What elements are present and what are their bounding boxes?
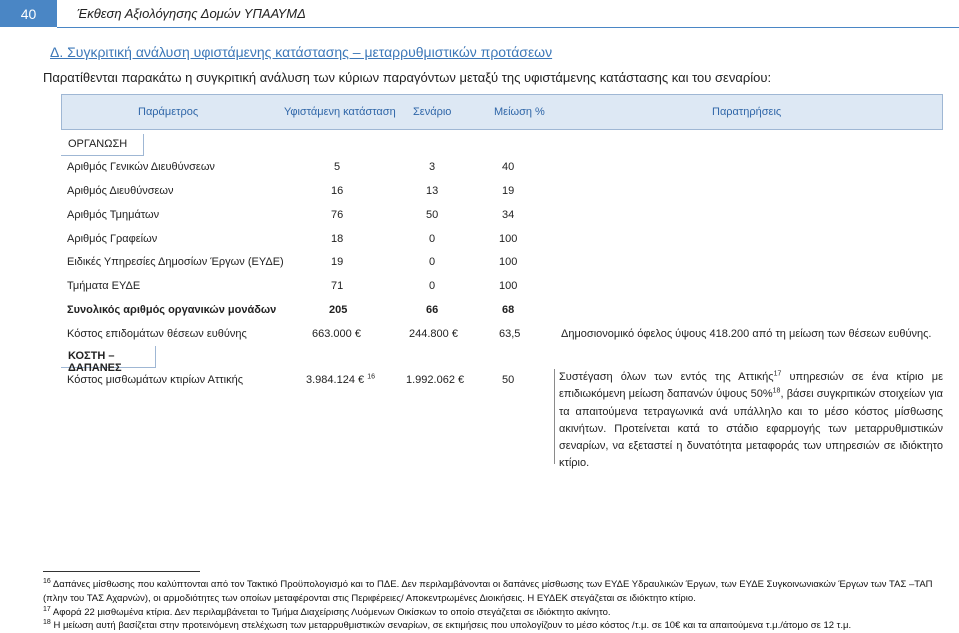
- header-reduction: Μείωση %: [494, 106, 545, 118]
- footnote-17-text: Αφορά 22 μισθωμένα κτίρια. Δεν περιλαμβάνεται το Τμήμα Διαχείρισης Λυόμενων Οικίσκων το οποίο στεγάζεται σε ιδιόκτητο ακίνητο.: [52, 607, 611, 618]
- footnote-18-text: Η μείωση αυτή βασίζεται στην προτεινόμενη στελέχωση των μεταρρυθμιστικών σεναρίων, σε εκτιμήσεις που υπολογίζουν το μέσο κόστος /τ.μ. σε 10€ και τα απαιτούμενα τ.μ./άτομο σε 12 τ.μ.: [53, 620, 852, 631]
- footnote-16-line2: (πλην του ΤΑΣ Αχαρνών), οι αρμοδιότητες των οποίων μεταφέρονται στις Περιφέρειες/ Αποκεντρωμένες Διοικήσεις. Η ΕΥΔΕΚ στεγάζεται σε ιδιόκτητο κτίριο.: [43, 593, 696, 604]
- header-rule: [57, 27, 959, 28]
- section-costs-label: ΚΟΣΤΗ –ΔΑΠΑΝΕΣ: [68, 350, 122, 374]
- footnote-ref-18: 18: [772, 387, 781, 395]
- row3-scenario: 50: [426, 209, 439, 221]
- allowance-cost-current: [312, 328, 361, 340]
- rent-cost-scenario-value: 1.992.062: [406, 374, 455, 386]
- section-costs: [61, 346, 156, 374]
- row4-current: 18: [331, 233, 344, 245]
- header-scenario: Σενάριο: [413, 106, 452, 118]
- row5-param: Ειδικές Υπηρεσίες Δημοσίων Έργων (ΕΥΔΕ): [67, 256, 284, 268]
- allowance-cost-reduction: 63,5: [499, 328, 521, 340]
- rent-notes-part2: υπηρεσιών σε ένα κτίριο με επιδιωκόμενη μείωση δαπανών ύψους 50%: [559, 371, 943, 401]
- total-scenario: 66: [426, 304, 439, 316]
- row1-current: 5: [334, 161, 341, 173]
- intro-paragraph: Παρατίθενται παρακάτω η συγκριτική ανάλυση των κύριων παραγόντων μεταξύ της υφιστάμενης κατάστασης και του σεναρίου:: [43, 70, 772, 85]
- row2-scenario: 13: [426, 185, 439, 197]
- footnote-18: [43, 620, 851, 631]
- footnote-16-line1: [43, 579, 933, 590]
- total-param: Συνολικός αριθμός οργανικών μονάδων: [67, 304, 277, 316]
- row1-scenario: 3: [429, 161, 436, 173]
- row4-scenario: 0: [429, 233, 436, 245]
- rent-cost-notes: [559, 369, 943, 473]
- rent-notes-part1: Συστέγαση όλων των εντός της Αττικής: [559, 371, 774, 383]
- rent-cost-param: Κόστος μισθωμάτων κτιρίων Αττικής: [67, 374, 243, 386]
- row3-current: 76: [331, 209, 344, 221]
- footnote-17: [43, 607, 611, 618]
- notes-divider: [554, 369, 555, 464]
- section-organization: [61, 134, 144, 156]
- euro-sign: €: [354, 328, 361, 340]
- footnote-ref-17: 17: [773, 370, 782, 378]
- running-header: Έκθεση Αξιολόγησης Δομών ΥΠΑΑΥΜΔ: [77, 6, 306, 21]
- footnote-16-number: 16: [43, 577, 51, 585]
- header-current: Υφιστάμενη κατάσταση: [284, 106, 396, 118]
- allowance-cost-notes: Δημοσιονομικό όφελος ύψους 418.200 από τη μείωση των θέσεων ευθύνης.: [561, 328, 932, 340]
- row2-reduction: 19: [502, 185, 515, 197]
- row6-scenario: 0: [429, 280, 436, 292]
- footnote-ref-16: 16: [367, 373, 375, 381]
- row4-param: Αριθμός Γραφείων: [67, 233, 158, 245]
- table-header: [61, 94, 943, 130]
- rent-notes-part3: , βάσει συγκριτικών στοιχείων για τα απαιτούμενα τετραγωνικά ανά υπάλληλο και το μέσο κόστος μίσθωσης ακινήτων. Προτείνεται κατά το στάδιο εφαρμογής των μεταρρυθμιστικών σεναρίων, να εξεταστεί η δυνατότητα μεταφοράς των υπηρεσιών σε ιδιόκτητο κτίριο.: [559, 388, 943, 470]
- row6-current: 71: [331, 280, 344, 292]
- allowance-cost-param: Κόστος επιδομάτων θέσεων ευθύνης: [67, 328, 247, 340]
- row1-param: Αριθμός Γενικών Διευθύνσεων: [67, 161, 215, 173]
- row6-param: Τμήματα ΕΥΔΕ: [67, 280, 141, 292]
- rent-cost-reduction: 50: [502, 374, 515, 386]
- header-notes: Παρατηρήσεις: [712, 106, 782, 118]
- allowance-cost-scenario-value: 244.800: [409, 328, 449, 340]
- row2-current: 16: [331, 185, 344, 197]
- row5-reduction: 100: [499, 256, 518, 268]
- section-organization-label: ΟΡΓΑΝΩΣΗ: [68, 138, 128, 150]
- footnote-16-text1: Δαπάνες μίσθωσης που καλύπτονται από τον Τακτικό Προϋπολογισμό και το ΠΔΕ. Δεν περιλαμβάνονται οι δαπάνες μίσθωσης των ΕΥΔΕ Υδραυλικών Έργων, των ΕΥΔΕ Συγκοινωνιακών Έργων των ΤΑΣ –ΤΑΠ: [52, 579, 933, 590]
- footnote-18-number: 18: [43, 618, 51, 626]
- row5-current: 19: [331, 256, 344, 268]
- row3-reduction: 34: [502, 209, 515, 221]
- total-current: 205: [329, 304, 348, 316]
- rent-cost-current-value: 3.984.124: [306, 374, 355, 386]
- rent-cost-scenario: [406, 374, 464, 386]
- page-number: [0, 0, 57, 27]
- euro-sign: €: [451, 328, 458, 340]
- row5-scenario: 0: [429, 256, 436, 268]
- footnote-rule: [43, 571, 200, 572]
- footnote-17-number: 17: [43, 605, 51, 613]
- allowance-cost-current-value: 663.000: [312, 328, 352, 340]
- row2-param: Αριθμός Διευθύνσεων: [67, 185, 174, 197]
- euro-sign: €: [358, 374, 365, 386]
- allowance-cost-scenario: [409, 328, 458, 340]
- page-number-text: 40: [20, 5, 37, 22]
- rent-cost-current: [306, 374, 375, 386]
- header-parameter: Παράμετρος: [138, 106, 199, 118]
- row3-param: Αριθμός Τμημάτων: [67, 209, 160, 221]
- row4-reduction: 100: [499, 233, 518, 245]
- euro-sign: €: [458, 374, 465, 386]
- total-reduction: 68: [502, 304, 515, 316]
- section-title: Δ. Συγκριτική ανάλυση υφιστάμενης κατάστασης – μεταρρυθμιστικών προτάσεων: [50, 44, 553, 60]
- row6-reduction: 100: [499, 280, 518, 292]
- row1-reduction: 40: [502, 161, 515, 173]
